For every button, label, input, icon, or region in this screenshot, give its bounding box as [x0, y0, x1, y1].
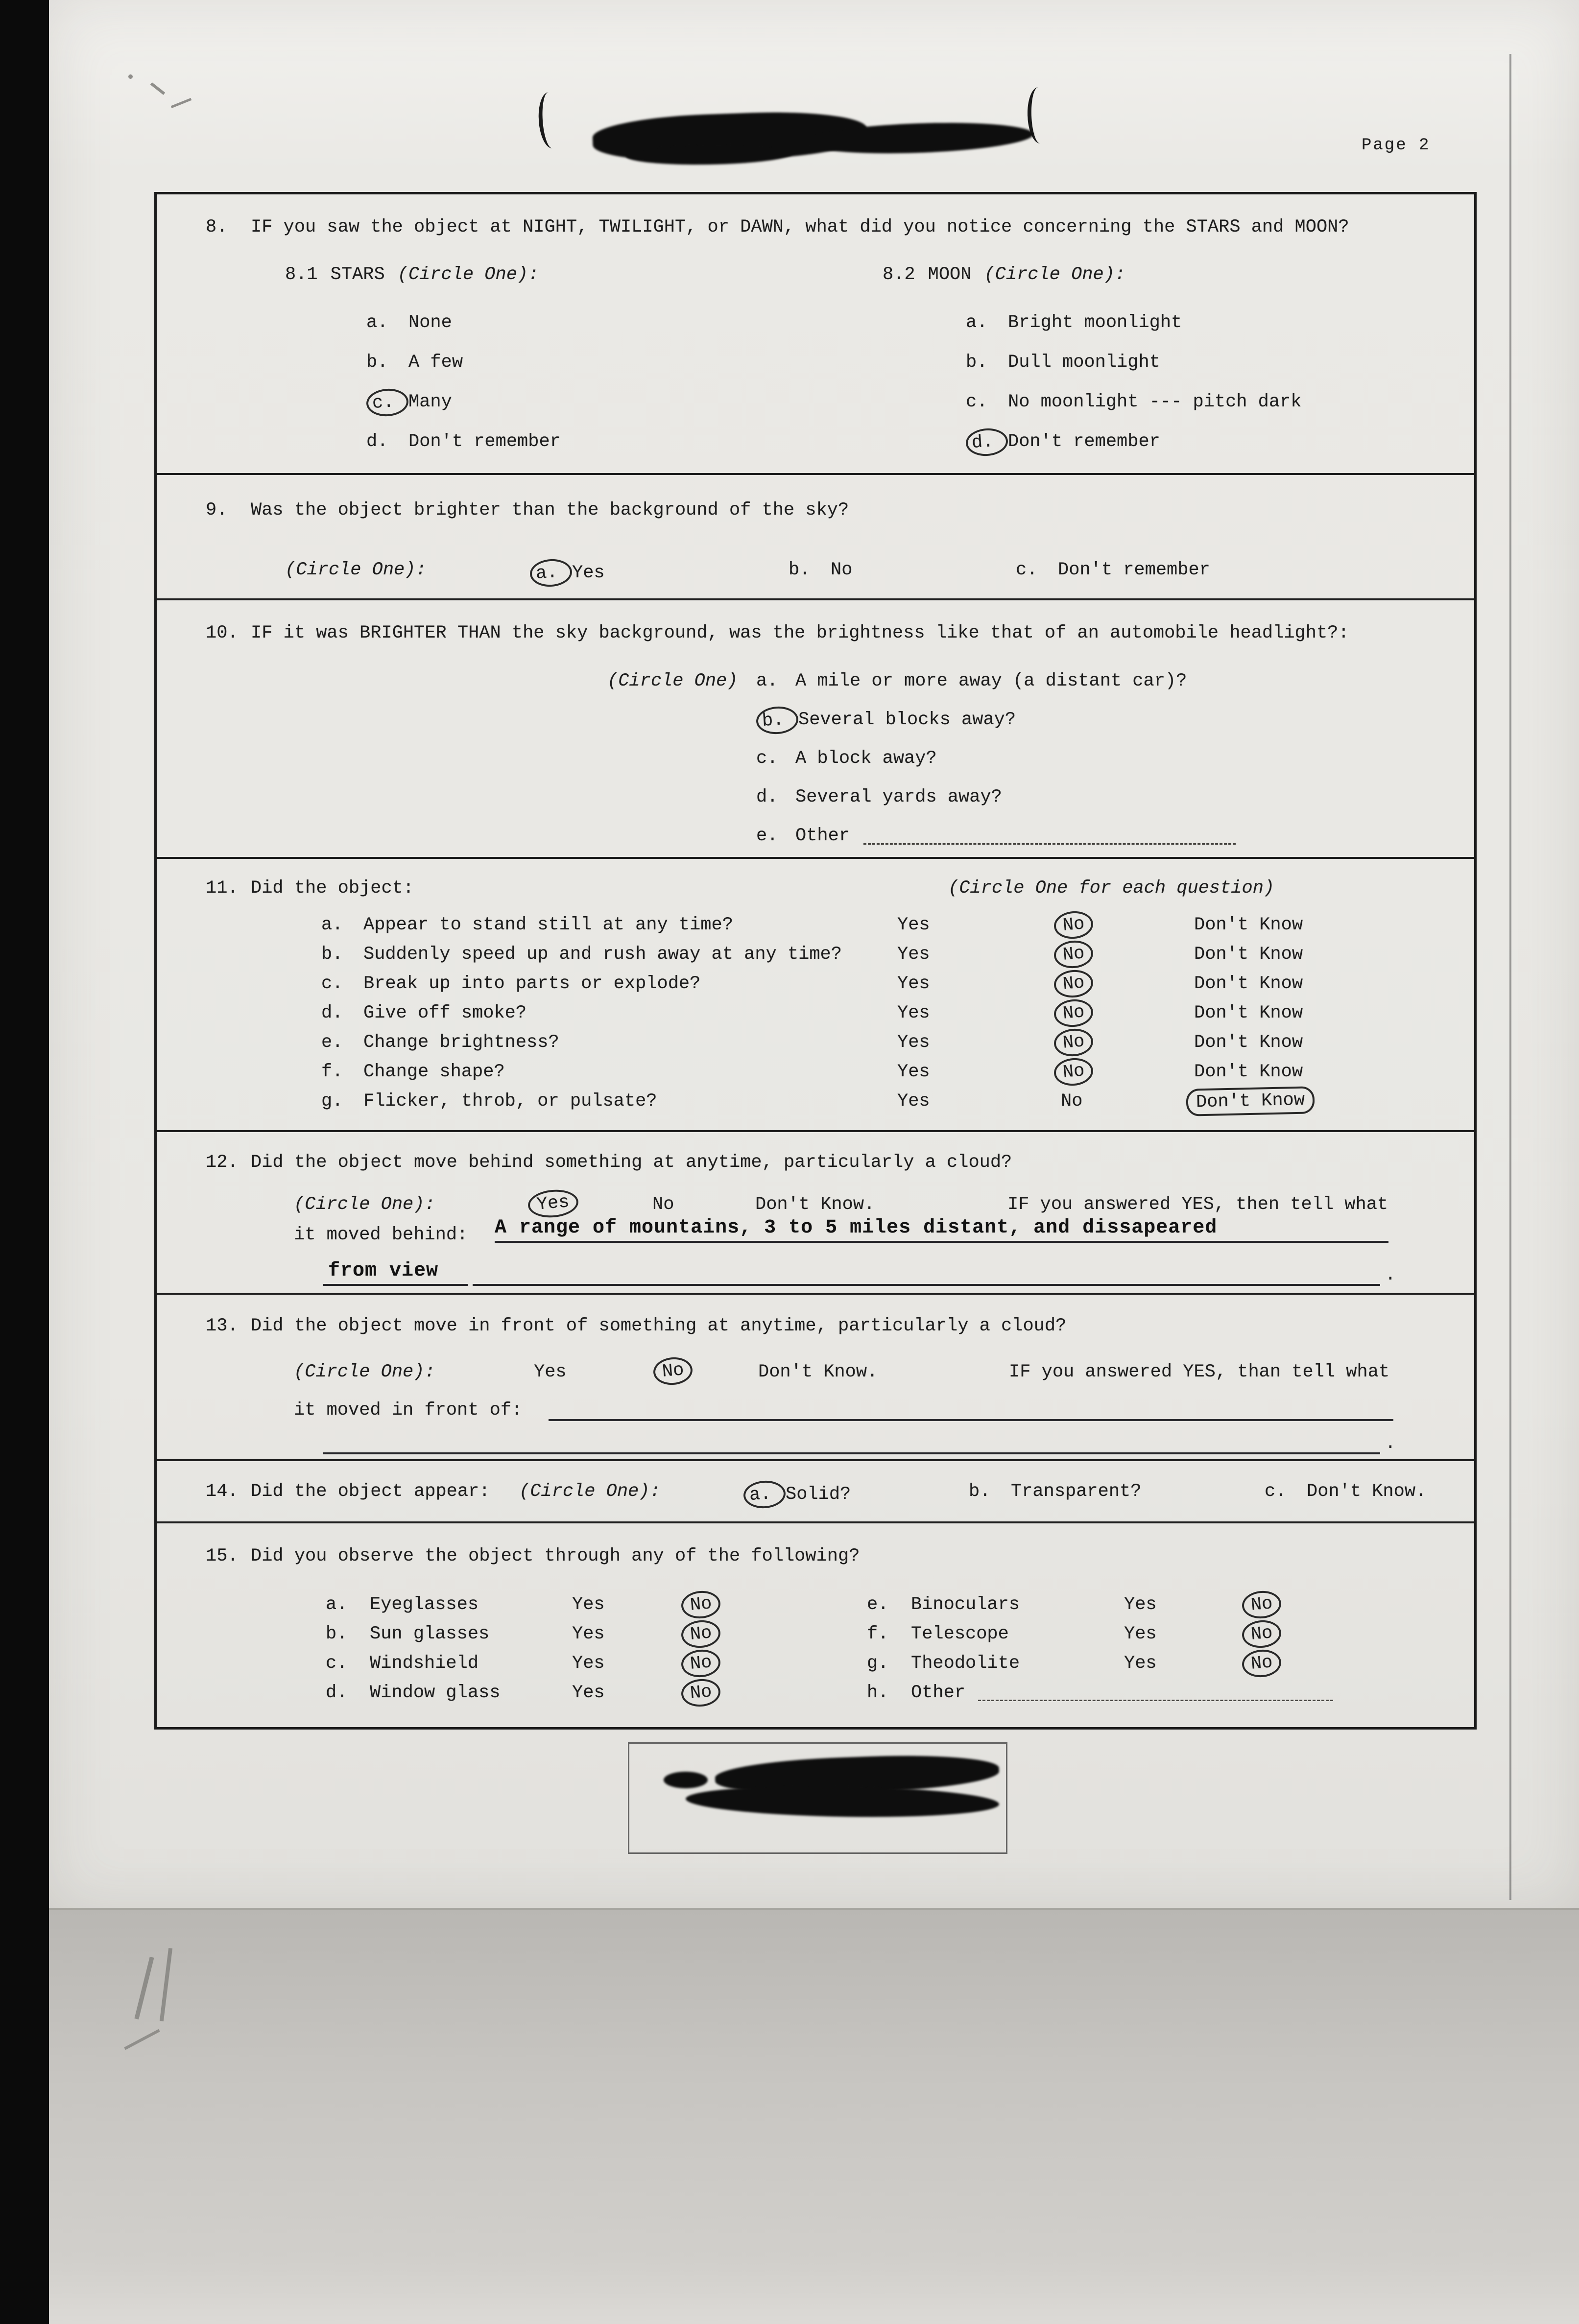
option-letter: e.: [756, 826, 778, 847]
dont-know-choice: [1194, 973, 1464, 995]
no-choice: [1061, 1032, 1194, 1053]
no-choice: [1061, 914, 1194, 936]
moon-title: MOON: [928, 264, 972, 285]
yes-choice: Yes: [572, 1623, 605, 1644]
question-8: [206, 216, 1349, 238]
row-label: Give off smoke?: [363, 1002, 527, 1023]
yes-choice: Yes: [1124, 1653, 1157, 1674]
pencil-scribble: [134, 1957, 154, 2019]
q11-row-d: [157, 998, 1464, 1028]
option-letter: c.: [966, 392, 988, 413]
option-letter: a.: [366, 312, 388, 333]
blank-line: [323, 1432, 1380, 1454]
yes-choice: Yes: [1124, 1594, 1157, 1615]
no-choice: No: [652, 1194, 674, 1215]
scan-background-bottom: [49, 1910, 1579, 2324]
option-row: [966, 382, 1302, 422]
question-10-text: IF it was BRIGHTER THAN the sky background, was the brightness like that of an automobile headlight?:: [251, 623, 1349, 643]
yes-choice: Yes: [897, 1032, 930, 1053]
yes-choice: Yes: [534, 1362, 567, 1382]
q15-other-row: [867, 1678, 1333, 1707]
option-label: A few: [408, 352, 463, 373]
dont-know-choice: [1194, 944, 1464, 965]
dont-know-choice: Don't Know.: [758, 1362, 878, 1382]
no-answer: No: [1053, 997, 1095, 1028]
blank-line: [473, 1263, 1380, 1286]
no-choice: [688, 1619, 714, 1649]
circle-one-note: (Circle One):: [294, 1194, 435, 1215]
option-label: Several yards away?: [795, 787, 1002, 808]
pencil-mark: [150, 82, 165, 95]
row-letter: d.: [321, 1002, 343, 1023]
q11-row-b: [157, 940, 1464, 969]
row-letter: d.: [326, 1682, 348, 1703]
no-choice: [688, 1649, 714, 1678]
q13-answer-line-1: [549, 1396, 1393, 1421]
q14-option-c: [1265, 1481, 1426, 1502]
question-13-text: Did the object move in front of something at anytime, particularly a cloud?: [251, 1316, 1067, 1336]
question-12-text: Did the object move behind something at anytime, particularly a cloud?: [251, 1152, 1012, 1173]
yes-choice: Yes: [897, 914, 930, 935]
question-12-section: [157, 1132, 1474, 1295]
option-letter: b.: [969, 1481, 991, 1502]
question-10-number: 10.: [206, 623, 239, 643]
circle-one-note: (Circle One):: [519, 1481, 661, 1502]
option-row: [366, 382, 561, 422]
row-label: Eyeglasses: [370, 1594, 479, 1615]
question-13: [206, 1315, 1066, 1337]
scan-black-edge: [0, 0, 49, 2324]
question-9-section: [157, 475, 1474, 600]
scan-artifact-line: [1509, 54, 1511, 1900]
q14-option-b: [969, 1481, 1141, 1502]
yes-choice: Yes: [897, 1061, 930, 1082]
dont-know-answer: Don't Know: [1194, 1002, 1303, 1023]
no-answer: No: [680, 1618, 722, 1649]
q13-answer-line-2: [323, 1431, 1396, 1454]
option-label: None: [408, 312, 452, 333]
question-11-section: [157, 859, 1474, 1132]
question-10-section: [157, 600, 1474, 859]
option-row: [966, 343, 1302, 382]
option-letter: a.: [756, 671, 778, 692]
q15-left-column: [326, 1590, 714, 1707]
no-answer: No: [1053, 939, 1095, 970]
stars-subheading: [285, 264, 539, 285]
yes-choice: Yes: [897, 944, 930, 965]
question-8-number: 8.: [206, 217, 228, 237]
q12-answer-line-2: [323, 1260, 1396, 1286]
no-answer: No: [680, 1648, 722, 1679]
question-14: [206, 1481, 490, 1502]
no-answer: No: [1053, 1027, 1095, 1058]
pen-paren-stroke: [537, 91, 564, 149]
q12-answer-line-1: [495, 1214, 1388, 1243]
q11-instruction: (Circle One for each question): [948, 878, 1275, 899]
dont-know-answer: Don't Know: [1194, 1032, 1303, 1053]
option-row: [966, 303, 1302, 343]
question-12: [206, 1152, 1012, 1173]
row-label: Telescope: [911, 1623, 1009, 1644]
q12-followup: IF you answered YES, then tell what: [1007, 1194, 1388, 1215]
dont-know-choice: Don't Know.: [755, 1194, 875, 1215]
option-label: Several blocks away?: [798, 710, 1016, 731]
no-answer: No: [680, 1589, 722, 1620]
q11-rows: [157, 910, 1464, 1116]
option-letter: b.: [366, 352, 388, 373]
yes-choice: Yes: [897, 1091, 930, 1112]
circle-one-note: (Circle One):: [984, 264, 1126, 285]
question-8-section: [157, 194, 1474, 475]
no-answer: No: [1053, 909, 1095, 940]
no-choice: [1061, 1061, 1194, 1083]
question-8-text: IF you saw the object at NIGHT, TWILIGHT, or DAWN, what did you notice concerning the STARS and MOON?: [251, 217, 1349, 237]
option-row: [966, 422, 1302, 462]
question-15-section: [157, 1523, 1474, 1727]
option-row: [607, 817, 1236, 855]
option-row: [607, 739, 1236, 778]
question-11: [206, 877, 414, 899]
dont-know-answer: Don't Know: [1194, 973, 1303, 994]
question-11-text: Did the object:: [251, 878, 414, 899]
q11-row-a: [157, 910, 1464, 940]
row-label: Break up into parts or explode?: [363, 973, 701, 994]
yes-choice: Yes: [897, 1002, 930, 1023]
question-15: [206, 1545, 860, 1567]
q15-right-column: [867, 1590, 1274, 1678]
dont-know-choice: [1194, 1032, 1464, 1053]
row-label: Theodolite: [911, 1653, 1020, 1674]
no-answer: No: [1241, 1618, 1283, 1649]
q9-option-b: [789, 559, 852, 581]
yes-choice: Yes: [572, 1682, 605, 1703]
dont-know-answer: Don't Know: [1194, 914, 1303, 935]
option-letter: b.: [755, 705, 799, 735]
question-9-number: 9.: [206, 500, 228, 521]
question-14-text: Did the object appear:: [251, 1481, 490, 1502]
row-label: Window glass: [370, 1682, 501, 1703]
option-row: [607, 701, 1236, 739]
option-row: [366, 343, 561, 382]
circle-one-note: (Circle One):: [294, 1362, 435, 1382]
typed-answer: from view: [323, 1259, 468, 1286]
no-choice: [1249, 1590, 1274, 1619]
option-letter: a.: [529, 558, 573, 588]
q11-row-e: [157, 1028, 1464, 1057]
no-answer: No: [1061, 1091, 1083, 1112]
dont-know-choice: [1194, 914, 1464, 936]
question-9-text: Was the object brighter than the background of the sky?: [251, 500, 849, 521]
pencil-scribble: [160, 1948, 172, 2021]
option-letter: c.: [756, 748, 778, 769]
option-letter: d.: [756, 787, 778, 808]
dont-know-answer: Don't Know: [1194, 944, 1303, 965]
option-label: Transparent?: [1011, 1481, 1142, 1502]
option-row: [607, 662, 1236, 701]
no-choice: [1061, 1091, 1194, 1112]
moon-sub-number: 8.2: [883, 264, 915, 285]
row-letter: a.: [321, 914, 343, 935]
option-label: A block away?: [795, 748, 937, 769]
no-choice: [688, 1678, 714, 1707]
row-letter: c.: [326, 1653, 348, 1674]
question-13-number: 13.: [206, 1316, 239, 1336]
no-choice: [1249, 1619, 1274, 1649]
stars-sub-number: 8.1: [285, 264, 318, 285]
option-label: Don't Know.: [1307, 1481, 1427, 1502]
no-answer: No: [1053, 968, 1095, 999]
row-letter: b.: [321, 944, 343, 965]
row-label: Windshield: [370, 1653, 479, 1674]
no-choice: [1061, 1002, 1194, 1024]
option-letter: b.: [966, 352, 988, 373]
row-label: Binoculars: [911, 1594, 1020, 1615]
other-blank-line: [978, 1684, 1333, 1701]
yes-choice: Yes: [572, 1653, 605, 1674]
question-12-number: 12.: [206, 1152, 239, 1173]
stars-title: STARS: [330, 264, 385, 285]
option-label: Solid?: [786, 1484, 851, 1505]
yes-choice: Yes: [897, 973, 930, 994]
option-row: [366, 303, 561, 343]
q10-options: [607, 662, 1236, 855]
row-letter: g.: [321, 1091, 343, 1112]
other-blank-line: [863, 828, 1236, 845]
no-answer: No: [1241, 1648, 1283, 1679]
circle-one-note: (Circle One):: [397, 264, 539, 285]
no-choice: [1249, 1649, 1274, 1678]
question-11-number: 11.: [206, 878, 239, 899]
no-choice: [1061, 944, 1194, 965]
q9-option-a: [530, 559, 605, 587]
row-letter: b.: [326, 1623, 348, 1644]
circle-one-note: (Circle One):: [285, 560, 427, 580]
question-9: [206, 499, 849, 521]
option-letter: c.: [1016, 560, 1038, 580]
row-label: Flicker, throb, or pulsate?: [363, 1091, 657, 1112]
no-answer: No: [1053, 1056, 1095, 1087]
stars-options: [366, 303, 561, 462]
question-15-text: Did you observe the object through any of the following?: [251, 1546, 860, 1566]
option-letter: c.: [365, 387, 409, 418]
option-letter: b.: [789, 560, 811, 580]
row-letter: h.: [867, 1682, 889, 1703]
option-label: A mile or more away (a distant car)?: [795, 671, 1187, 692]
q13-lead-in: it moved in front of:: [294, 1400, 523, 1421]
line-period: .: [1385, 1264, 1396, 1285]
dont-know-answer: Don't Know: [1186, 1086, 1315, 1116]
redaction-smudge-bottom: [664, 1772, 708, 1788]
option-letter: a.: [966, 312, 988, 333]
row-letter: f.: [321, 1061, 343, 1082]
page-number-label: Page 2: [1362, 136, 1431, 155]
option-letter: d.: [366, 431, 388, 452]
option-row: [607, 778, 1236, 817]
dont-know-answer: Don't Know: [1194, 1061, 1303, 1082]
option-label: Don't remember: [1008, 431, 1160, 452]
row-letter: g.: [867, 1653, 889, 1674]
q12-lead-in: it moved behind:: [294, 1225, 468, 1245]
option-label: Bright moonlight: [1008, 312, 1182, 333]
line-period: .: [1385, 1433, 1396, 1454]
no-choice: [688, 1590, 714, 1619]
no-choice: [1061, 973, 1194, 995]
row-letter: e.: [867, 1594, 889, 1615]
row-label: Sun glasses: [370, 1623, 490, 1644]
no-answer: No: [1241, 1589, 1283, 1620]
no-answer: No: [652, 1356, 694, 1387]
option-letter: d.: [965, 427, 1009, 457]
q11-row-c: [157, 969, 1464, 998]
option-letter: c.: [1265, 1481, 1287, 1502]
option-label: Don't remember: [408, 431, 561, 452]
row-letter: a.: [326, 1594, 348, 1615]
pencil-mark: [128, 74, 133, 79]
paper-sheet: [49, 0, 1579, 1910]
typed-answer: A range of mountains, 3 to 5 miles distant, and dissapeared: [495, 1217, 1218, 1239]
pencil-scribble: [124, 2029, 160, 2050]
q9-option-c: [1016, 559, 1210, 581]
yes-choice: Yes: [1124, 1623, 1157, 1644]
question-15-number: 15.: [206, 1546, 239, 1566]
option-letter: a.: [742, 1479, 787, 1510]
row-letter: f.: [867, 1623, 889, 1644]
row-label: Appear to stand still at any time?: [363, 914, 733, 935]
row-label: Change brightness?: [363, 1032, 559, 1053]
q13-followup: IF you answered YES, than tell what: [1009, 1362, 1390, 1382]
option-label: No: [831, 560, 853, 580]
option-label: Dull moonlight: [1008, 352, 1160, 373]
moon-options: [966, 303, 1302, 462]
q11-row-g: [157, 1087, 1464, 1116]
option-label: Yes: [572, 562, 605, 583]
row-letter: c.: [321, 973, 343, 994]
dont-know-choice: [1194, 1091, 1464, 1112]
option-label: Many: [408, 392, 452, 413]
dont-know-choice: [1194, 1002, 1464, 1024]
q14-option-a: [743, 1481, 851, 1508]
q11-row-f: [157, 1057, 1464, 1087]
yes-answer: Yes: [527, 1188, 579, 1220]
row-label: Suddenly speed up and rush away at any time?: [363, 944, 842, 965]
moon-subheading: [883, 264, 1125, 285]
dont-know-choice: [1194, 1061, 1464, 1083]
no-answer: No: [680, 1677, 722, 1708]
questionnaire-form: [154, 192, 1477, 1730]
option-label: No moonlight --- pitch dark: [1008, 392, 1302, 413]
question-14-section: [157, 1461, 1474, 1523]
row-label: Change shape?: [363, 1061, 505, 1082]
row-label: Other: [911, 1682, 966, 1703]
pencil-mark: [171, 98, 192, 108]
option-label: Other: [795, 826, 850, 847]
option-row: [366, 422, 561, 462]
yes-choice: Yes: [572, 1594, 605, 1615]
circle-one-note: (Circle One): [607, 671, 738, 692]
question-10: [206, 622, 1349, 644]
question-14-number: 14.: [206, 1481, 239, 1502]
option-label: Don't remember: [1058, 560, 1210, 580]
question-13-section: [157, 1295, 1474, 1461]
row-letter: e.: [321, 1032, 343, 1053]
